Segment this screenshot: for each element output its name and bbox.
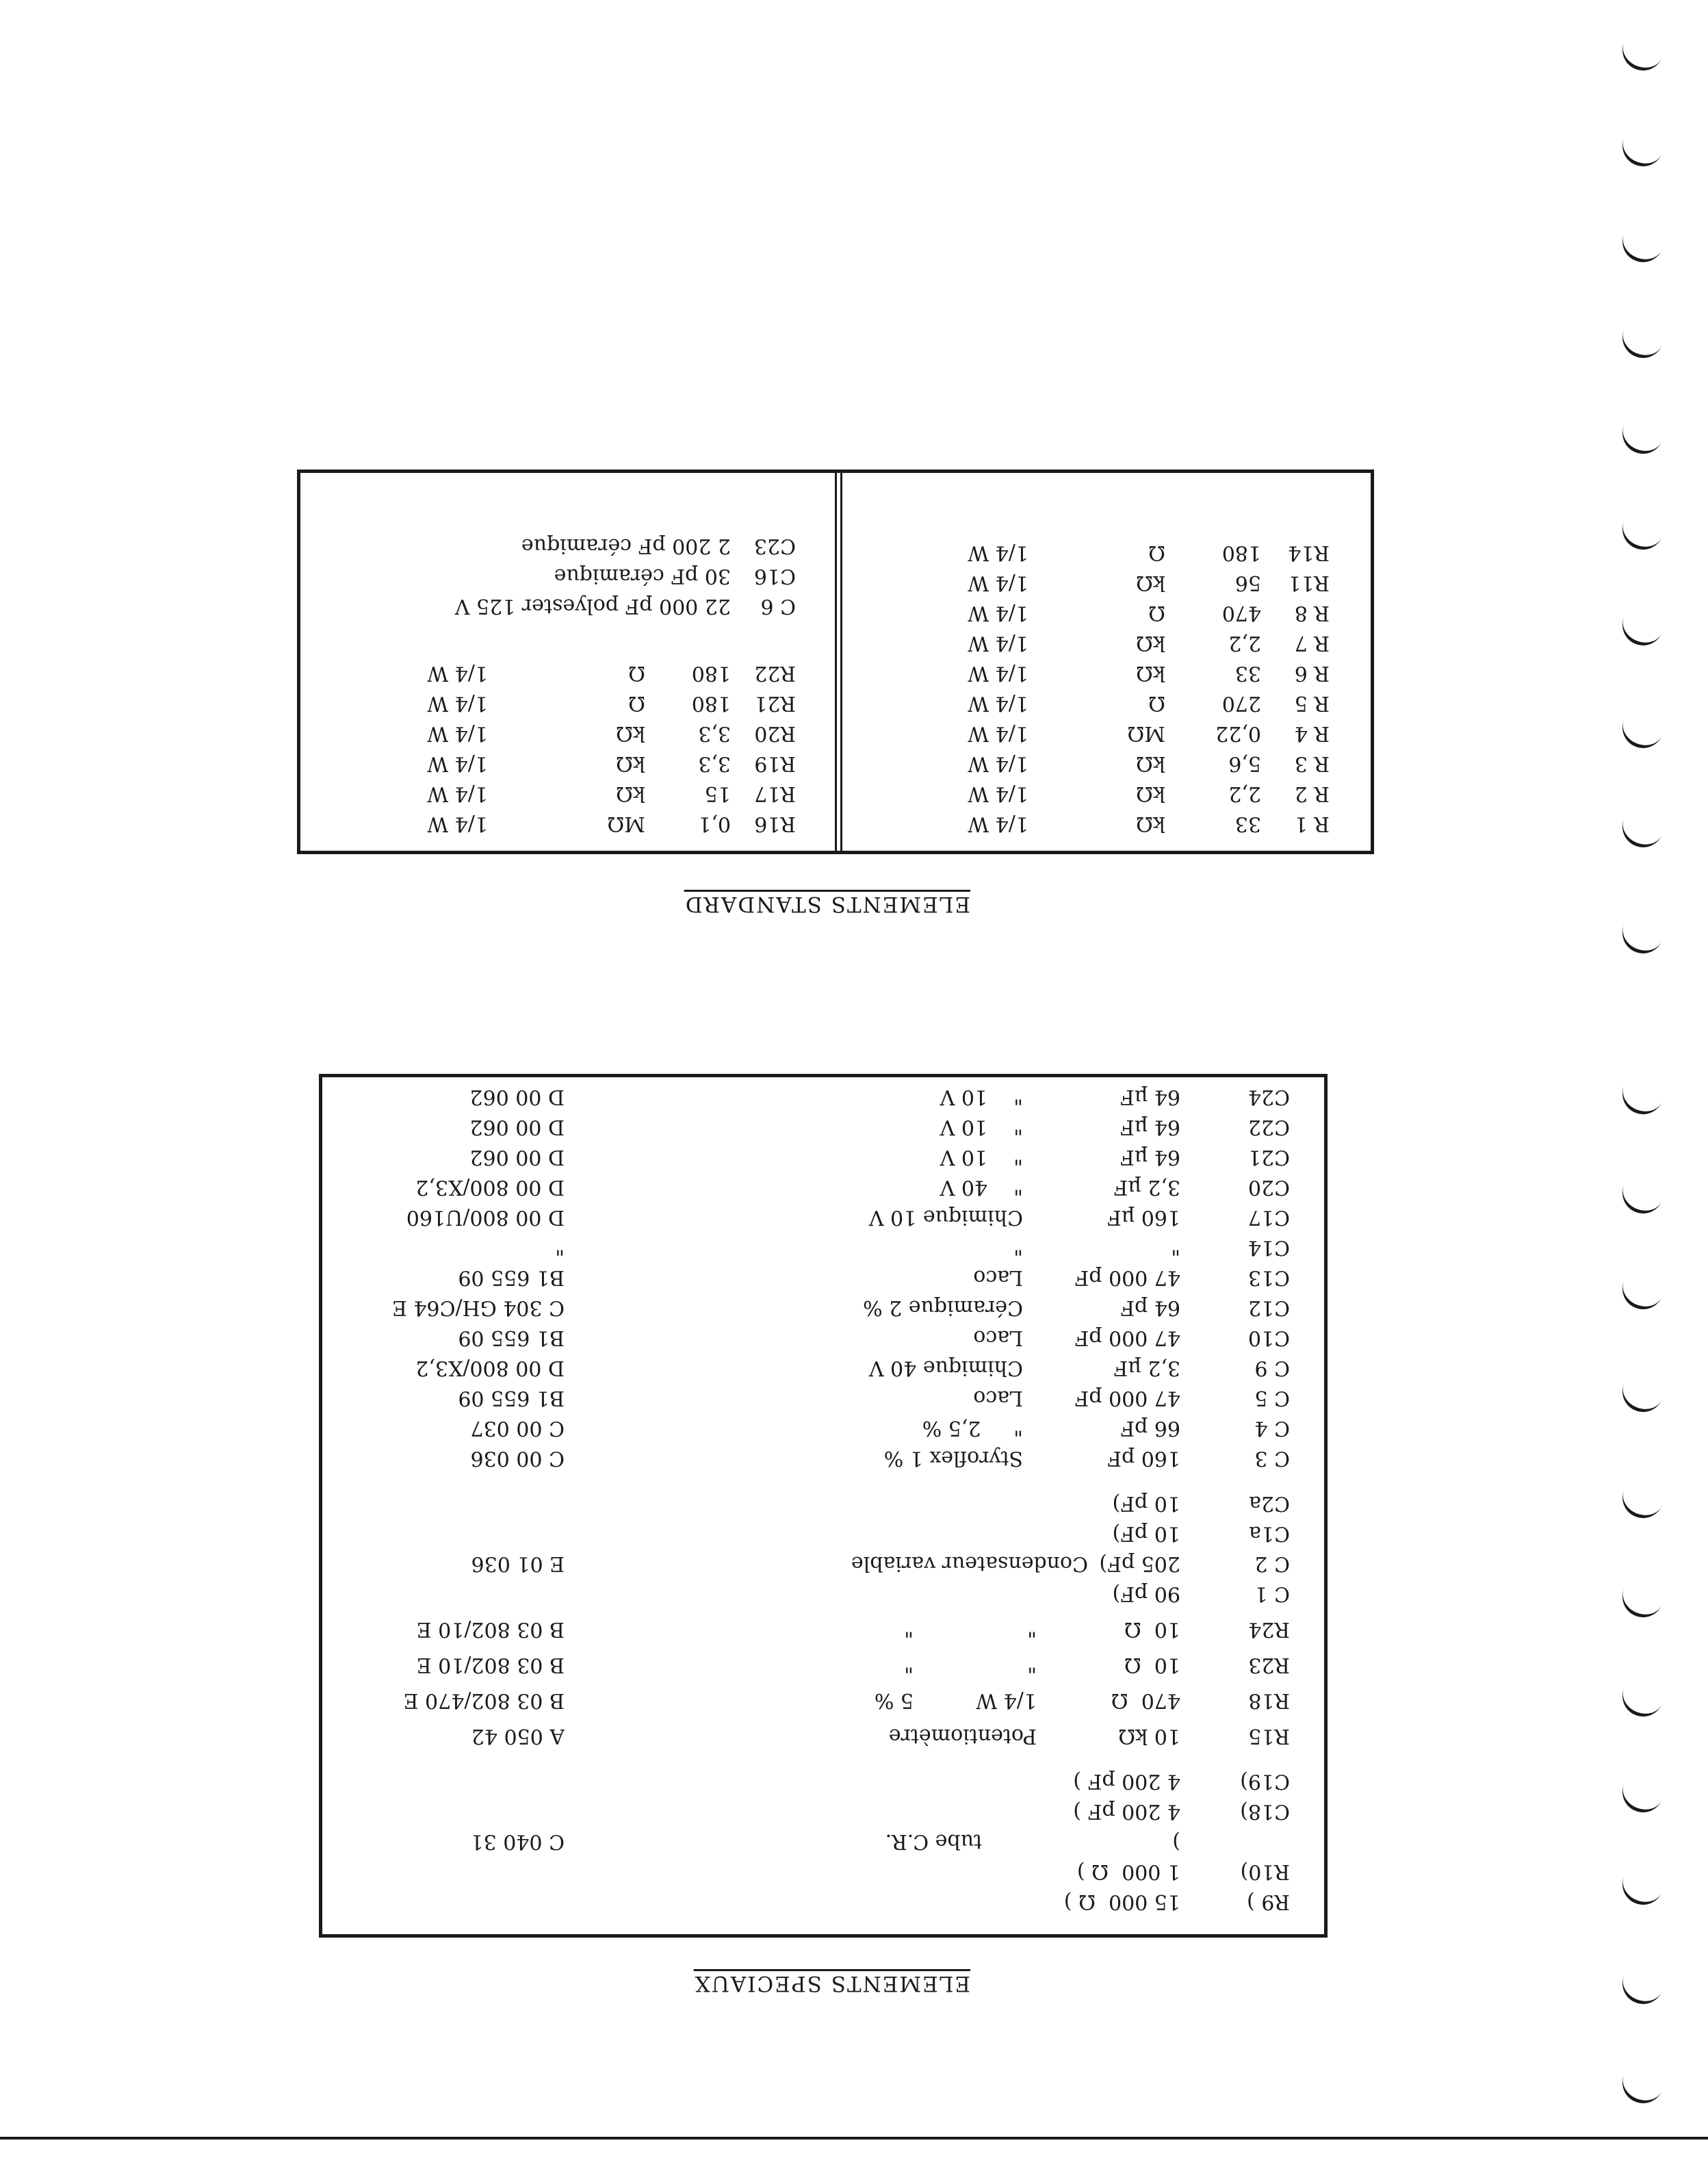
component-unit: Ω <box>1148 541 1165 565</box>
component-value: 15 <box>704 782 731 806</box>
component-type: 1/4 W <box>976 1688 1037 1712</box>
component-value: 470 Ω <box>1111 1688 1180 1712</box>
group-label: Condensateur variable <box>851 1552 1088 1576</box>
special-row <box>322 1440 1324 1470</box>
component-power: 1/4 W <box>427 691 488 715</box>
binder-hole-mark <box>1616 817 1663 853</box>
component-power: 1/4 W <box>968 661 1028 685</box>
component-value: 10 kΩ <box>1118 1724 1180 1748</box>
binder-hole-mark <box>1616 424 1663 460</box>
special-row <box>322 1884 1324 1914</box>
component-power: 1/4 W <box>968 752 1028 775</box>
component-ref: R24 <box>1248 1617 1290 1641</box>
part-number: D 00 800/U160 <box>406 1205 565 1229</box>
component-value: 205 pF) <box>1099 1552 1180 1576</box>
component-power: 1/4 W <box>427 721 488 745</box>
component-value: 3,2 µF <box>1113 1175 1180 1199</box>
part-number: B1 655 09 <box>458 1266 565 1289</box>
component-ref: R 4 <box>1294 721 1330 745</box>
component-unit: kΩ <box>1135 812 1165 836</box>
binder-hole-mark <box>1616 232 1663 268</box>
component-ref: C 9 <box>1254 1356 1290 1380</box>
component-unit: Ω <box>1148 691 1165 715</box>
component-ref: R22 <box>754 661 796 685</box>
part-number: E 01 036 <box>471 1552 565 1576</box>
part-number: C 040 31 <box>470 1829 565 1853</box>
component-type: " <box>1013 1235 1023 1259</box>
special-row <box>322 1485 1324 1515</box>
component-value: 64 µF <box>1120 1145 1180 1169</box>
component-ref: R21 <box>754 691 796 715</box>
component-power: 1/4 W <box>968 691 1028 715</box>
binder-hole-mark <box>1616 1279 1663 1315</box>
special-row <box>322 1718 1324 1748</box>
special-row <box>322 1199 1324 1229</box>
component-ref: R 1 <box>1294 812 1330 836</box>
component-ref: C1a <box>1249 1521 1290 1545</box>
component-value: 0,1 <box>698 812 731 836</box>
binder-hole-mark <box>1616 1686 1663 1723</box>
component-unit: kΩ <box>1135 631 1165 655</box>
special-row <box>322 1515 1324 1545</box>
binder-hole-mark <box>1616 1488 1663 1524</box>
component-ref: R9 ) <box>1247 1890 1290 1914</box>
component-value: 2,2 <box>1228 631 1261 655</box>
component-unit: Ω <box>628 661 645 685</box>
part-number: B1 655 09 <box>458 1326 565 1350</box>
component-value: ) <box>1172 1829 1180 1853</box>
component-power: 1/4 W <box>968 631 1028 655</box>
binder-hole-mark <box>1616 328 1663 364</box>
part-number: B1 655 09 <box>458 1386 565 1410</box>
component-ref: C13 <box>1247 1266 1290 1289</box>
component-unit: kΩ <box>615 782 645 806</box>
part-number: C 00 037 <box>470 1416 565 1440</box>
component-value: 56 <box>1234 571 1261 595</box>
component-value: 47 000 pF <box>1074 1326 1180 1350</box>
component-ref: C16 <box>753 564 796 588</box>
component-ref: C20 <box>1247 1175 1290 1199</box>
part-number: D 00 062 <box>469 1145 565 1169</box>
component-value: 1 000 Ω ) <box>1076 1860 1180 1884</box>
binder-hole-mark <box>1616 40 1663 77</box>
binder-hole-mark <box>1616 1587 1663 1623</box>
component-power: 1/4 W <box>968 541 1028 565</box>
component-unit: MΩ <box>607 812 645 836</box>
component-ref: R14 <box>1288 541 1330 565</box>
binder-hole-mark <box>1616 1875 1663 1911</box>
column-divider-2 <box>840 473 842 851</box>
component-value: 33 <box>1234 661 1261 685</box>
component-ref: C12 <box>1247 1296 1290 1320</box>
component-value: 64 µF <box>1120 1115 1180 1139</box>
tolerance: " <box>904 1653 914 1677</box>
component-power: 1/4 W <box>968 721 1028 745</box>
component-power: 1/4 W <box>968 571 1028 595</box>
special-row <box>322 1823 1324 1853</box>
component-description: 2 200 pF céramique <box>521 534 731 558</box>
binder-hole-mark <box>1616 2073 1663 2109</box>
component-ref: R19 <box>754 752 796 775</box>
component-type: Laco <box>973 1386 1023 1410</box>
component-unit: kΩ <box>1135 571 1165 595</box>
special-row <box>322 1109 1324 1139</box>
component-value: 4 200 pF ) <box>1073 1769 1180 1793</box>
special-row <box>322 1380 1324 1410</box>
binder-hole-mark <box>1616 1782 1663 1819</box>
component-ref: R15 <box>1248 1724 1290 1748</box>
special-row <box>322 1545 1324 1576</box>
standard-title: ELEMENTS STANDARD <box>684 892 970 916</box>
part-number: " <box>555 1235 565 1259</box>
component-value: 47 000 pF <box>1074 1386 1180 1410</box>
component-value: 64 pF <box>1120 1296 1180 1320</box>
component-type: " 40 V <box>940 1175 1023 1199</box>
component-power: 1/4 W <box>427 782 488 806</box>
component-unit: kΩ <box>615 752 645 775</box>
binder-hole-mark <box>1616 1084 1663 1120</box>
component-ref: C19) <box>1240 1769 1290 1793</box>
component-value: 47 000 pF <box>1074 1266 1180 1289</box>
component-ref: C21 <box>1247 1145 1290 1169</box>
tolerance: " <box>904 1617 914 1641</box>
component-ref: C 2 <box>1254 1552 1290 1576</box>
component-ref: R16 <box>754 812 796 836</box>
component-ref: C2a <box>1249 1491 1290 1515</box>
special-row <box>322 1169 1324 1199</box>
component-ref: R17 <box>754 782 796 806</box>
component-ref: C17 <box>1247 1205 1290 1229</box>
component-type: " <box>1027 1653 1037 1677</box>
component-unit: Ω <box>1148 601 1165 625</box>
component-ref: C 3 <box>1254 1446 1290 1470</box>
special-row <box>322 1259 1324 1289</box>
component-type: " 2,5 % <box>922 1416 1023 1440</box>
binder-hole-mark <box>1616 1183 1663 1220</box>
component-type: Céramique 2 % <box>863 1296 1023 1320</box>
component-type: " 10 V <box>940 1145 1023 1169</box>
component-value: 15 000 Ω ) <box>1063 1890 1180 1914</box>
binder-hole-mark <box>1616 718 1663 754</box>
component-ref: R 5 <box>1294 691 1330 715</box>
component-ref: C14 <box>1247 1235 1290 1259</box>
binder-hole-mark <box>1616 923 1663 960</box>
component-power: 1/4 W <box>427 752 488 775</box>
component-unit: Ω <box>628 691 645 715</box>
component-ref: C 1 <box>1254 1582 1290 1606</box>
part-number: C 00 036 <box>470 1446 565 1470</box>
binder-hole-mark <box>1616 519 1663 556</box>
component-unit: MΩ <box>1127 721 1165 745</box>
component-power: 1/4 W <box>427 812 488 836</box>
part-number: C 304 GH/C64 E <box>391 1296 565 1320</box>
component-value: 470 <box>1221 601 1261 625</box>
component-value: 10 Ω <box>1124 1653 1180 1677</box>
component-ref: R11 <box>1288 571 1330 595</box>
component-value: 90 pF) <box>1112 1582 1180 1606</box>
page-bottom-rule <box>0 2137 1708 2140</box>
component-ref: C10 <box>1247 1326 1290 1350</box>
part-number: B 03 802/10 E <box>416 1617 565 1641</box>
component-value: " <box>1171 1235 1180 1259</box>
component-ref: R 2 <box>1294 782 1330 806</box>
special-row <box>322 1079 1324 1109</box>
component-ref: R 8 <box>1294 601 1330 625</box>
component-value: 10 pF) <box>1112 1491 1180 1515</box>
component-ref: R 6 <box>1294 661 1330 685</box>
special-row <box>322 1853 1324 1884</box>
special-row <box>322 1289 1324 1320</box>
binder-hole-mark <box>1616 136 1663 172</box>
component-value: 180 <box>691 691 731 715</box>
component-type: Laco <box>973 1266 1023 1289</box>
component-type: Chimique 10 V <box>868 1205 1023 1229</box>
component-power: 1/4 W <box>968 812 1028 836</box>
part-number: D 00 062 <box>469 1085 565 1109</box>
special-row <box>322 1763 1324 1793</box>
component-ref: R23 <box>1248 1653 1290 1677</box>
special-row <box>322 1682 1324 1712</box>
component-value: 0,22 <box>1215 721 1261 745</box>
component-type: " 10 V <box>940 1085 1023 1109</box>
component-value: 270 <box>1221 691 1261 715</box>
group-label: tube C.R. <box>885 1829 982 1853</box>
component-value: 5,6 <box>1228 752 1261 775</box>
component-value: 66 pF <box>1120 1416 1180 1440</box>
special-row <box>322 1793 1324 1823</box>
component-ref: R 7 <box>1294 631 1330 655</box>
component-ref: R18 <box>1248 1688 1290 1712</box>
component-ref: R 3 <box>1294 752 1330 775</box>
standard-table <box>297 470 1374 854</box>
component-value: 64 µF <box>1120 1085 1180 1109</box>
special-row <box>322 1576 1324 1606</box>
component-unit: kΩ <box>615 721 645 745</box>
special-row <box>322 1410 1324 1440</box>
special-row <box>322 1647 1324 1677</box>
component-ref: C 5 <box>1254 1386 1290 1410</box>
component-ref: R10) <box>1240 1860 1290 1884</box>
component-value: 160 µF <box>1107 1205 1180 1229</box>
special-row <box>322 1320 1324 1350</box>
part-number: B 03 802/10 E <box>416 1653 565 1677</box>
component-ref: C23 <box>753 534 796 558</box>
part-number: D 00 800/X3,2 <box>415 1356 565 1380</box>
component-description: 30 pF céramique <box>554 564 731 588</box>
component-type: Laco <box>973 1326 1023 1350</box>
component-description: 22 000 pF polyester 125 V <box>454 594 731 618</box>
component-value: 3,3 <box>698 752 731 775</box>
component-ref: C18) <box>1240 1799 1290 1823</box>
special-table-body <box>322 1077 1324 1934</box>
part-number: D 00 062 <box>469 1115 565 1139</box>
component-value: 180 <box>1221 541 1261 565</box>
column-divider <box>835 473 837 851</box>
component-type: " <box>1027 1617 1037 1641</box>
component-type: Potentiomètre <box>888 1724 1037 1748</box>
special-row <box>322 1229 1324 1259</box>
component-ref: C 6 <box>760 594 796 618</box>
component-power: 1/4 W <box>427 661 488 685</box>
component-ref: R20 <box>754 721 796 745</box>
component-unit: kΩ <box>1135 782 1165 806</box>
component-ref: C 4 <box>1254 1416 1290 1440</box>
special-table <box>319 1074 1328 1938</box>
component-value: 4 200 pF ) <box>1073 1799 1180 1823</box>
component-type: Styroflex 1 % <box>883 1446 1023 1470</box>
special-row <box>322 1350 1324 1380</box>
component-value: 180 <box>691 661 731 685</box>
binder-hole-mark <box>1616 615 1663 652</box>
binder-hole-mark <box>1616 1382 1663 1418</box>
component-power: 1/4 W <box>968 782 1028 806</box>
component-value: 10 pF) <box>1112 1521 1180 1545</box>
component-type: " 10 V <box>940 1115 1023 1139</box>
special-row <box>322 1139 1324 1169</box>
part-number: A 050 42 <box>471 1724 565 1748</box>
component-type: Chimique 40 V <box>868 1356 1023 1380</box>
component-value: 2,2 <box>1228 782 1261 806</box>
component-value: 160 pF <box>1107 1446 1180 1470</box>
component-value: 33 <box>1234 812 1261 836</box>
component-unit: kΩ <box>1135 661 1165 685</box>
component-value: 3,2 µF <box>1113 1356 1180 1380</box>
component-power: 1/4 W <box>968 601 1028 625</box>
component-unit: kΩ <box>1135 752 1165 775</box>
component-ref: C24 <box>1247 1085 1290 1109</box>
special-title: ELEMENTS SPECIAUX <box>693 1971 970 1996</box>
component-ref: C22 <box>1247 1115 1290 1139</box>
component-value: 10 Ω <box>1124 1617 1180 1641</box>
tolerance: 5 % <box>874 1688 914 1712</box>
part-number: B 03 802/470 E <box>403 1688 565 1712</box>
special-row <box>322 1611 1324 1641</box>
component-value: 3,3 <box>698 721 731 745</box>
part-number: D 00 800/X3,2 <box>415 1175 565 1199</box>
binder-hole-mark <box>1616 1974 1663 2010</box>
